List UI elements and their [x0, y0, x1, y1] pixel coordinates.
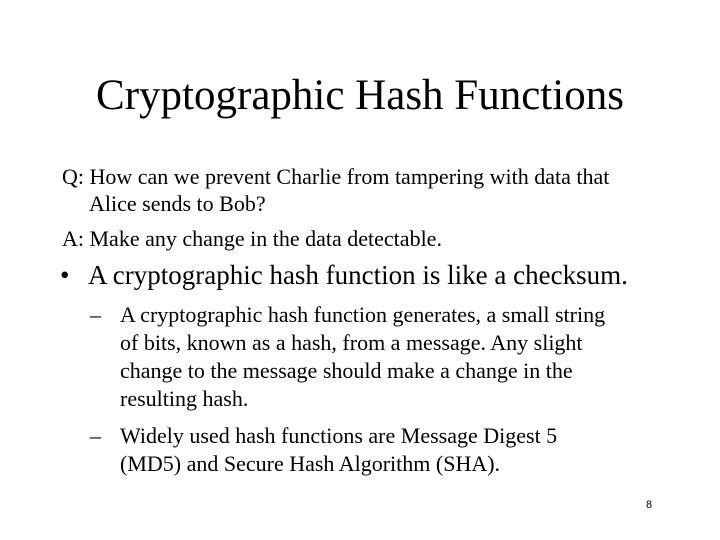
sub-bullet-1 [90, 301, 670, 413]
slide-title: Cryptographic Hash Functions [96, 72, 624, 119]
sub-bullet-2-symbol: – [90, 423, 101, 448]
sub-bullet-1-line-2: of bits, known as a hash, from a message. Any slight [120, 330, 583, 355]
sub-bullet-1-line-4: resulting hash. [120, 386, 249, 411]
question-text-line-2: Alice sends to Bob? [89, 191, 266, 216]
answer-marker: A: [62, 226, 84, 251]
sub-bullet-1-line-1: A cryptographic hash function generates, a small string [120, 302, 606, 327]
sub-bullet-2-line-2: (MD5) and Secure Hash Algorithm (SHA). [120, 451, 501, 476]
bullet-symbol: • [60, 260, 70, 290]
answer-paragraph [62, 225, 682, 252]
page-number: 8 [646, 499, 653, 511]
question-marker: Q: [62, 164, 84, 189]
sub-bullet-2-line-1: Widely used hash functions are Message Digest 5 [120, 423, 558, 448]
bullet-text: A cryptographic hash function is like a checksum. [88, 260, 628, 290]
sub-bullet-1-line-3: change to the message should make a change in the [120, 358, 573, 383]
sub-bullet-1-symbol: – [90, 302, 101, 327]
answer-text: Make any change in the data detectable. [89, 226, 442, 251]
question-text-line-1: How can we prevent Charlie from tampering with data that [89, 164, 610, 189]
main-bullet [60, 258, 700, 292]
sub-bullet-2 [90, 422, 670, 478]
question-paragraph [62, 163, 682, 217]
